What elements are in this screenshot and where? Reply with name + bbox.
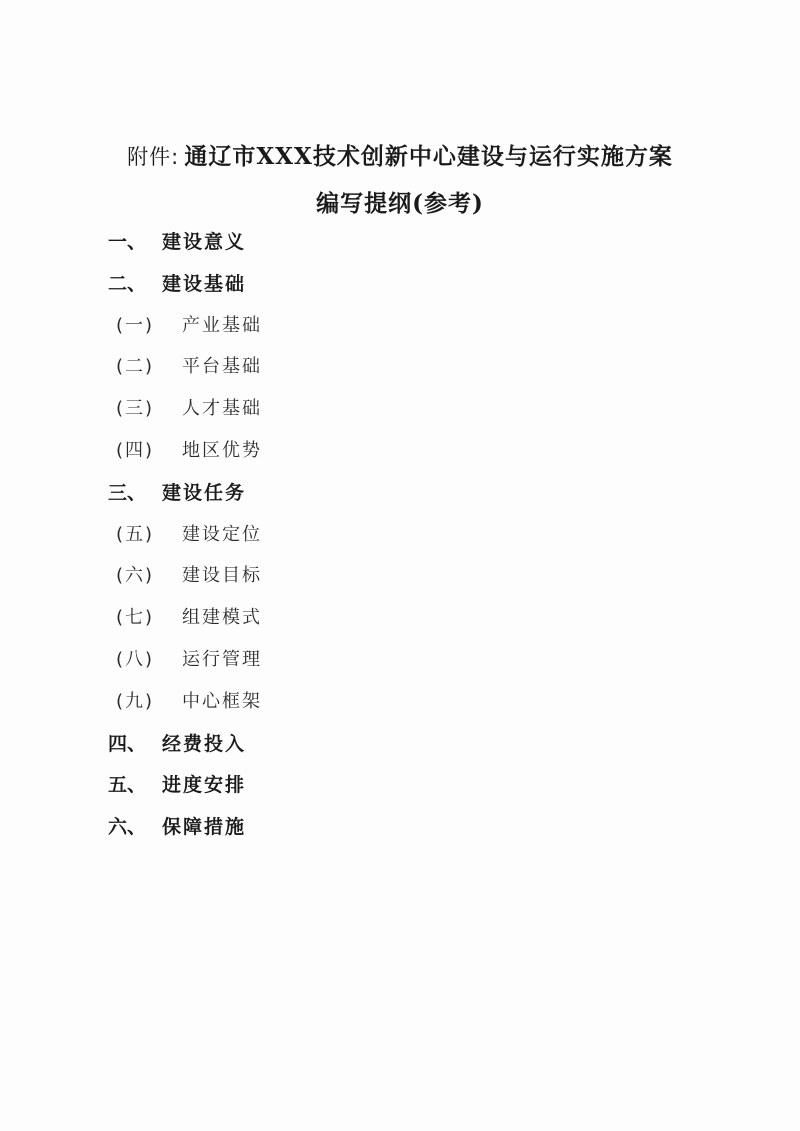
outline-label: 平台基础 [182,356,262,378]
outline-label: 运行管理 [182,648,262,670]
outline-label: 人才基础 [182,398,262,420]
outline-number: 五、 [108,774,147,797]
outline-label: 建设意义 [162,231,247,253]
outline-number: (六) [116,565,155,587]
outline-label: 建设目标 [182,565,262,587]
document-title [0,138,800,171]
document-subtitle [0,185,800,218]
outline-number: (九) [116,690,155,712]
outline-number: 三、 [108,481,147,504]
outline-subsection [108,602,708,644]
outline-subsection [108,686,708,728]
outline-label: 地区优势 [182,439,262,461]
outline-number: (一) [116,314,155,336]
title-line-2: 编写提纲(参考) [316,190,484,217]
outline-subsection [108,644,708,686]
outline-label: 组建模式 [182,607,262,629]
outline-label: 建设基础 [162,272,247,295]
outline-label: 建设定位 [182,523,262,545]
outline-subsection [108,393,708,435]
outline-label: 建设任务 [162,481,247,504]
outline-number: 六、 [108,816,147,839]
outline-number: (七) [116,607,155,629]
outline-number: (四) [116,439,155,461]
outline-subsection [108,435,708,477]
outline-section [108,477,708,519]
outline-section [108,226,708,268]
outline-number: (五) [116,523,155,545]
attachment-prefix: 附件: [127,145,180,169]
outline-number: (二) [116,356,155,378]
outline-label: 经费投入 [162,732,247,755]
outline-subsection [108,560,708,602]
outline-number: 一、 [108,231,147,253]
outline-label: 中心框架 [182,690,262,712]
outline-number: (八) [116,648,155,670]
outline-label: 产业基础 [182,314,262,336]
outline-list [108,226,708,853]
outline-label: 保障措施 [162,816,247,839]
outline-subsection [108,351,708,393]
outline-label: 进度安排 [162,774,247,797]
outline-subsection [108,519,708,561]
outline-section [108,268,708,310]
outline-number: 二、 [108,272,147,295]
outline-number: (三) [116,398,155,420]
title-line-1: 通辽市XXX技术创新中心建设与运行实施方案 [184,143,673,170]
outline-section [108,811,708,853]
outline-subsection [108,310,708,352]
outline-number: 四、 [108,732,147,755]
outline-section [108,728,708,770]
outline-section [108,769,708,811]
